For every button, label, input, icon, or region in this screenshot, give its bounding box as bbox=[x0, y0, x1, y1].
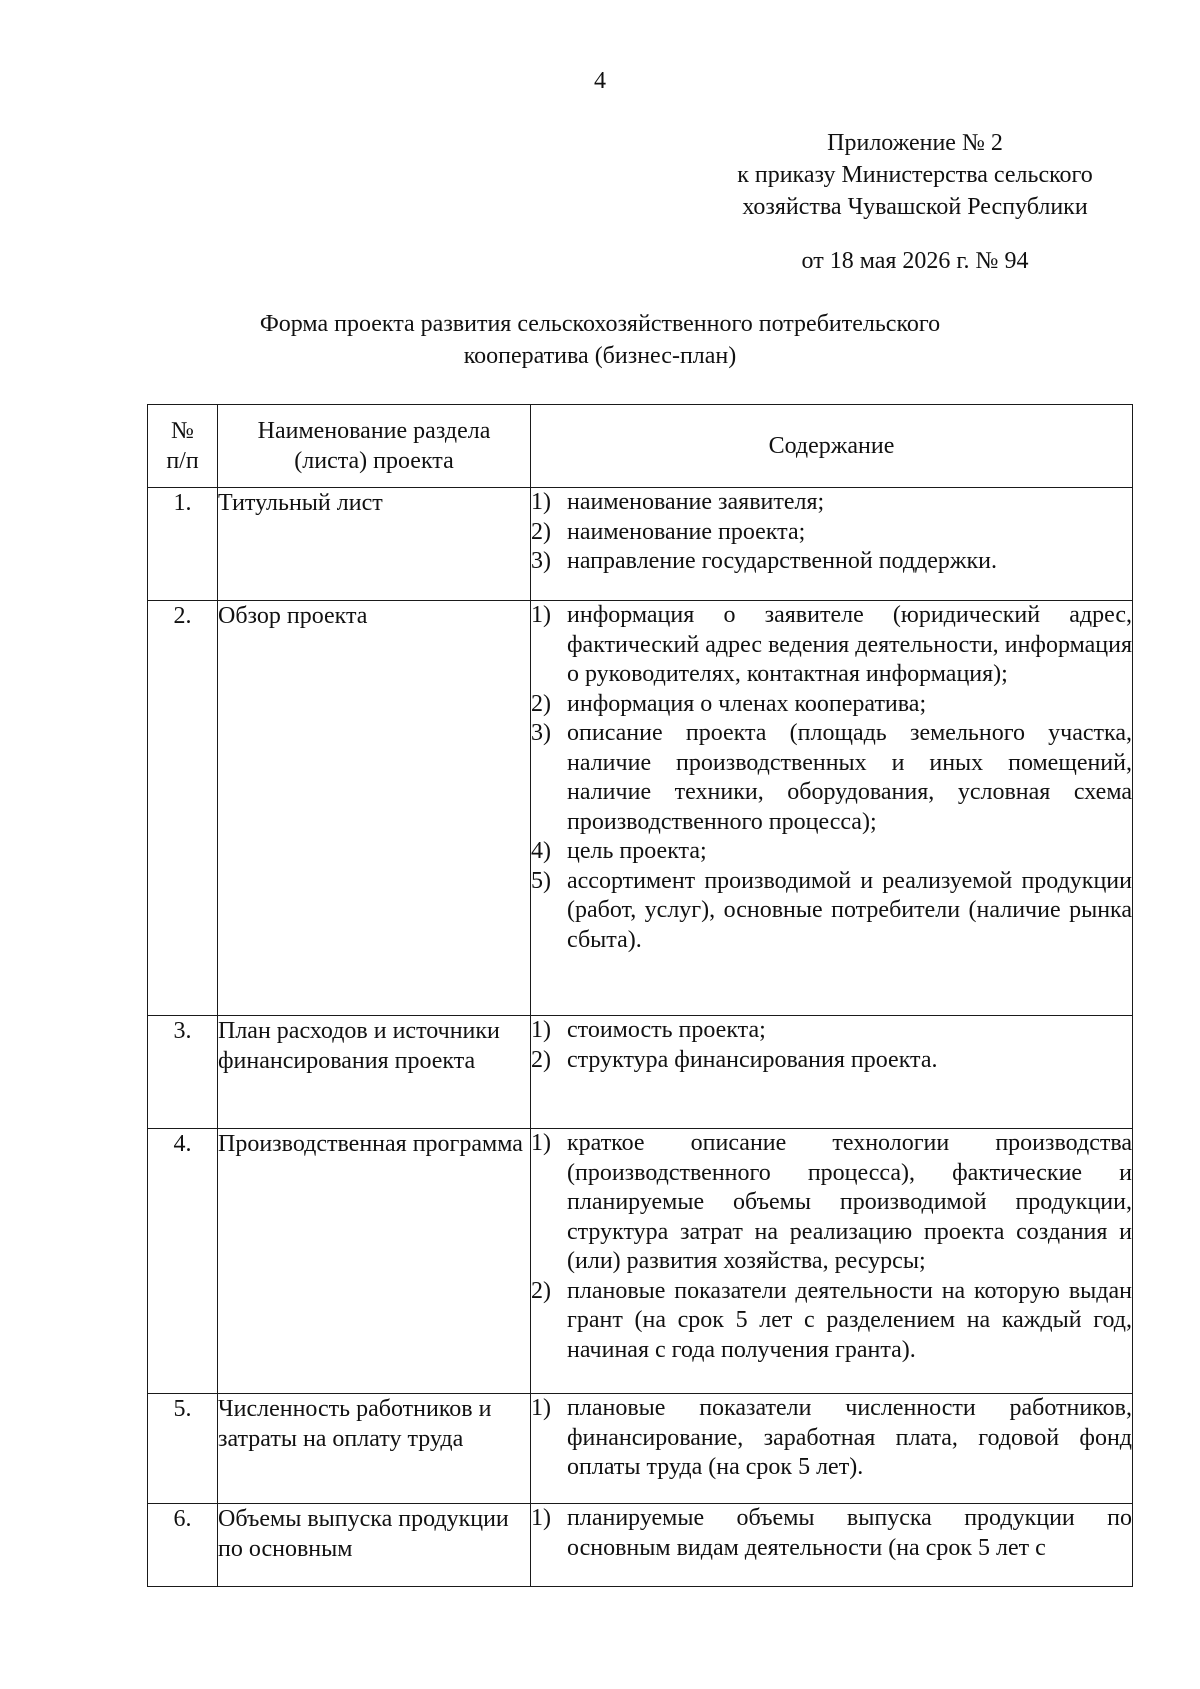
item-text: структура финансирования проекта. bbox=[567, 1046, 938, 1073]
item-text: стоимость проекта; bbox=[567, 1017, 766, 1043]
list-item bbox=[531, 488, 1132, 518]
row-number: 5. bbox=[148, 1394, 218, 1504]
item-number: 3) bbox=[531, 720, 551, 746]
list-item bbox=[531, 1129, 1132, 1277]
item-number: 1) bbox=[531, 489, 551, 515]
list-item bbox=[531, 1016, 1132, 1046]
list-item bbox=[531, 1504, 1132, 1563]
list-item bbox=[531, 1277, 1132, 1366]
item-number: 1) bbox=[531, 1130, 551, 1156]
appendix-line-2: к приказу Министерства сельского bbox=[737, 162, 1093, 188]
item-number: 5) bbox=[531, 867, 551, 894]
item-number: 4) bbox=[531, 838, 551, 864]
form-title-line-1: Форма проекта развития сельскохозяйственного потребительского bbox=[259, 311, 941, 337]
appendix-line-3: хозяйства Чувашской Республики bbox=[742, 194, 1088, 220]
row-number: 1. bbox=[148, 488, 218, 601]
item-text: описание проекта (площадь земельного участка, наличие производственных и иных помещений, наличие техники, оборудования, условная схема производственного процесса); bbox=[567, 720, 1132, 835]
header-number bbox=[148, 405, 218, 488]
header-section-name bbox=[218, 405, 531, 488]
row-content bbox=[531, 1129, 1133, 1394]
row-number: 3. bbox=[148, 1016, 218, 1129]
header-section-line-2: (листа) проекта bbox=[294, 448, 454, 474]
table-row bbox=[148, 601, 1133, 1016]
row-section-name: Титульный лист bbox=[218, 488, 531, 601]
item-number: 2) bbox=[531, 518, 551, 545]
item-text: плановые показатели численности работников, финансирование, заработная плата, годовой фонд оплаты труда (на срок 5 лет). bbox=[567, 1395, 1132, 1480]
page-number: 4 bbox=[594, 68, 606, 94]
list-item bbox=[531, 690, 1132, 720]
list-item bbox=[531, 547, 1132, 577]
header-number-line-1: № bbox=[171, 418, 194, 444]
item-text: наименование заявителя; bbox=[567, 489, 825, 515]
business-plan-table bbox=[147, 404, 1133, 1587]
item-text: направление государственной поддержки. bbox=[567, 548, 998, 574]
row-content bbox=[531, 1394, 1133, 1504]
row-section-name: Численность работников и затраты на оплату труда bbox=[218, 1394, 531, 1504]
header-section-line-1: Наименование раздела bbox=[257, 418, 491, 444]
row-content bbox=[531, 488, 1133, 601]
list-item bbox=[531, 1394, 1132, 1483]
list-item bbox=[531, 518, 1132, 548]
appendix-line-1: Приложение № 2 bbox=[827, 130, 1003, 156]
item-text: информация о членах кооператива; bbox=[567, 690, 927, 717]
row-content bbox=[531, 1504, 1133, 1587]
list-item bbox=[531, 837, 1132, 867]
row-number: 2. bbox=[148, 601, 218, 1016]
row-section-name: План расходов и источники финансирования проекта bbox=[218, 1016, 531, 1129]
item-text: планируемые объемы выпуска продукции по основным видам деятельности (на срок 5 лет с bbox=[567, 1505, 1132, 1561]
item-text: цель проекта; bbox=[567, 838, 707, 864]
list-item bbox=[531, 601, 1132, 690]
header-content: Содержание bbox=[531, 405, 1133, 488]
item-number: 1) bbox=[531, 602, 551, 628]
row-section-name: Обзор проекта bbox=[218, 601, 531, 1016]
row-section-name: Производственная программа bbox=[218, 1129, 531, 1394]
table-row bbox=[148, 488, 1133, 601]
item-text: плановые показатели деятельности на которую выдан грант (на срок 5 лет с разделением на каждый год, начиная с года получения гранта). bbox=[567, 1277, 1132, 1363]
list-item bbox=[531, 867, 1132, 956]
item-number: 3) bbox=[531, 548, 551, 574]
item-number: 1) bbox=[531, 1505, 551, 1531]
form-title bbox=[150, 308, 1050, 372]
item-number: 2) bbox=[531, 1046, 551, 1073]
item-text: наименование проекта; bbox=[567, 518, 806, 545]
appendix-header bbox=[695, 127, 1135, 223]
row-content bbox=[531, 1016, 1133, 1129]
row-number: 4. bbox=[148, 1129, 218, 1394]
row-section-name: Объемы выпуска продукции по основным bbox=[218, 1504, 531, 1587]
header-number-line-2: п/п bbox=[166, 448, 199, 474]
item-text: краткое описание технологии производства (производственного процесса), фактические и планируемые объемы производимой продукции, структура затрат на реализацию проекта создания и (или) развития хозяйства, ресурсы; bbox=[567, 1130, 1132, 1274]
order-date: от 18 мая 2026 г. № 94 bbox=[801, 248, 1029, 274]
item-number: 2) bbox=[531, 690, 551, 717]
table-row bbox=[148, 1394, 1133, 1504]
table-row bbox=[148, 1504, 1133, 1587]
table-header-row bbox=[148, 405, 1133, 488]
item-number: 2) bbox=[531, 1277, 551, 1304]
list-item bbox=[531, 719, 1132, 837]
item-number: 1) bbox=[531, 1017, 551, 1043]
row-number: 6. bbox=[148, 1504, 218, 1587]
list-item bbox=[531, 1046, 1132, 1076]
table-row bbox=[148, 1016, 1133, 1129]
row-content bbox=[531, 601, 1133, 1016]
form-title-line-2: кооператива (бизнес-план) bbox=[463, 343, 737, 369]
item-number: 1) bbox=[531, 1395, 551, 1421]
item-text: информация о заявителе (юридический адрес, фактический адрес ведения деятельности, информация о руководителях, контактная информация); bbox=[567, 602, 1132, 687]
item-text: ассортимент производимой и реализуемой продукции (работ, услуг), основные потребители (наличие рынка сбыта). bbox=[567, 867, 1132, 953]
table-row bbox=[148, 1129, 1133, 1394]
